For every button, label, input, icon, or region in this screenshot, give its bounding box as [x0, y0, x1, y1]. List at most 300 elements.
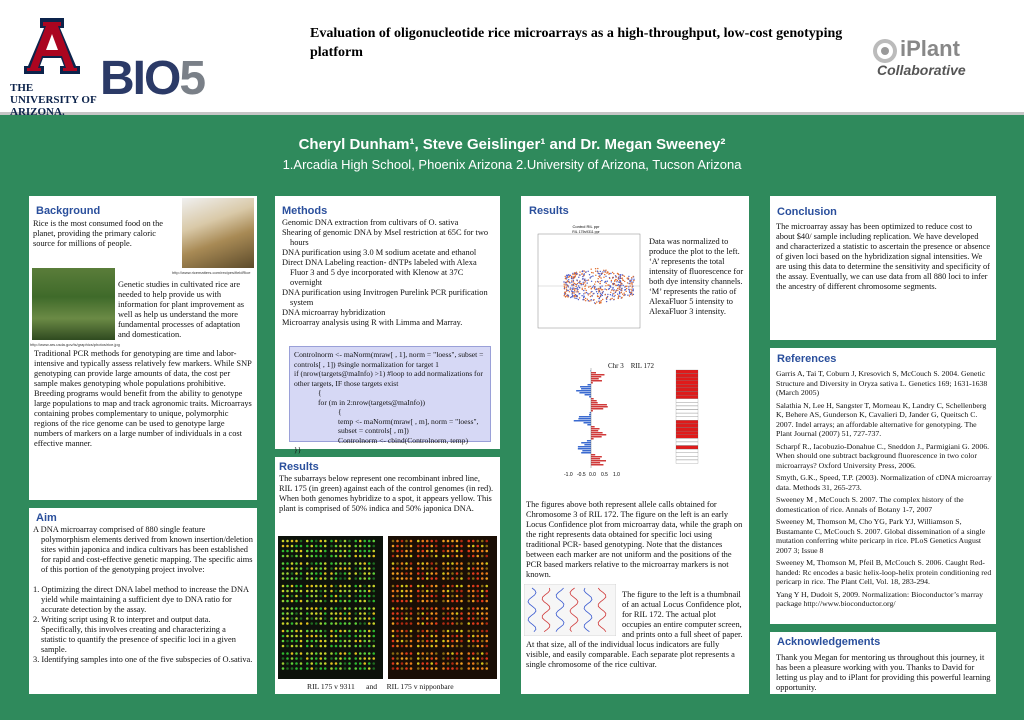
microarray-spot: [339, 600, 342, 603]
methods-item: DNA microarray hybridization: [282, 308, 386, 317]
microarray-spot: [472, 622, 475, 625]
microarray-spot: [300, 550, 303, 553]
scatter-point: [601, 285, 602, 286]
microarray-spot: [306, 572, 309, 575]
microarray-spot: [324, 590, 327, 593]
scatter-point: [565, 296, 566, 297]
scatter-point: [596, 301, 597, 302]
microarray-spot: [372, 662, 375, 665]
microarray-spot: [319, 595, 322, 598]
microarray-spot: [472, 572, 475, 575]
microarray-spot: [310, 555, 313, 558]
microarray-spot: [426, 600, 429, 603]
reference-item: Sweeney M, Thomson M, Pfeil B, McCouch S. 2006. Caught Red-handed: Rc encodes a basic helix-loop-helix protein conditioning red pericarp in rice. The Plant Cell, Vol. 18, 283-294.: [776, 558, 992, 586]
scatter-point: [627, 295, 628, 296]
microarray-spot: [295, 607, 298, 610]
microarray-spot: [306, 612, 309, 615]
microarray-spot: [456, 645, 459, 648]
microarray-spot: [472, 635, 475, 638]
scatter-point: [572, 292, 573, 293]
microarray-spot: [363, 550, 366, 553]
microarray-spot: [476, 667, 479, 670]
microarray-spot: [435, 585, 438, 588]
microarray-spot: [295, 572, 298, 575]
microarray-spot: [481, 585, 484, 588]
scatter-point: [592, 295, 593, 296]
microarray-spot: [401, 590, 404, 593]
microarray-spot: [306, 555, 309, 558]
microarray-spot: [417, 540, 420, 543]
locus-bar: [591, 464, 603, 466]
microarray-spot: [401, 567, 404, 570]
scatter-point: [585, 284, 586, 285]
pcr-marker-cell: [676, 395, 698, 398]
locus-bar: [591, 456, 602, 458]
aim-heading: Aim: [36, 512, 57, 524]
microarray-spot: [282, 652, 285, 655]
microarray-spot: [410, 555, 413, 558]
microarray-spot: [339, 652, 342, 655]
locus-bar: [591, 438, 594, 440]
microarray-spot: [324, 595, 327, 598]
pcr-marker-cell: [676, 420, 698, 423]
microarray-spot: [306, 545, 309, 548]
microarray-spot: [330, 612, 333, 615]
microarray-spot: [372, 585, 375, 588]
scatter-point: [574, 290, 575, 291]
conclusion-text: The microarray assay has been optimized to reduce cost to about $40/ sample including replication. We have developed and characterized a statistic to ascertain the presence or absence of given loci based on the hybridization signal intensities. We are using this data to determine the sensitivity and specificity of the assay. Eventually, we can use data from all 880 loci to infer the ancestry of different chromosome segments.: [776, 222, 991, 291]
microarray-spot: [330, 585, 333, 588]
scatter-point: [576, 272, 577, 273]
microarray-spot: [319, 667, 322, 670]
microarray-spot: [401, 595, 404, 598]
microarray-spot: [460, 555, 463, 558]
microarray-spot: [396, 595, 399, 598]
microarray-spot: [363, 590, 366, 593]
microarray-spot: [451, 562, 454, 565]
microarray-spot: [354, 590, 357, 593]
microarray-spot: [442, 577, 445, 580]
microarray-spot: [472, 657, 475, 660]
microarray-spot: [392, 550, 395, 553]
microarray-spot: [324, 645, 327, 648]
microarray-spot: [324, 662, 327, 665]
microarray-spot: [295, 657, 298, 660]
microarray-spot: [306, 645, 309, 648]
microarray-spot: [319, 562, 322, 565]
microarray-spot: [405, 577, 408, 580]
microarray-spot: [282, 585, 285, 588]
scatter-point: [577, 283, 578, 284]
microarray-spot: [363, 600, 366, 603]
microarray-spot: [417, 550, 420, 553]
scatter-point: [620, 288, 621, 289]
microarray-spot: [319, 607, 322, 610]
microarray-spot: [396, 640, 399, 643]
locus-confidence-plot: [556, 368, 706, 480]
locus-bar: [578, 418, 591, 420]
microarray-spot: [291, 577, 294, 580]
microarray-spot: [460, 600, 463, 603]
microarray-spot: [396, 617, 399, 620]
scatter-point: [597, 295, 598, 296]
microarray-spot: [460, 635, 463, 638]
microarray-spot: [392, 645, 395, 648]
microarray-spot: [363, 567, 366, 570]
microarray-spot: [476, 550, 479, 553]
scatter-point: [579, 287, 580, 288]
scatter-point: [603, 270, 604, 271]
microarray-spot: [447, 607, 450, 610]
microarray-spot: [405, 540, 408, 543]
microarray-spot: [372, 545, 375, 548]
microarray-spot: [396, 577, 399, 580]
microarray-spot: [410, 607, 413, 610]
microarray-spot: [319, 635, 322, 638]
scatter-point: [571, 276, 572, 277]
microarray-spot: [472, 567, 475, 570]
locus-bar: [581, 388, 591, 390]
microarray-spot: [481, 595, 484, 598]
microarray-spot: [300, 617, 303, 620]
microarray-spot: [460, 595, 463, 598]
microarray-spot: [410, 652, 413, 655]
pcr-marker-cell: [676, 384, 698, 387]
microarray-spot: [447, 545, 450, 548]
scatter-point: [600, 288, 601, 289]
microarray-spot: [319, 577, 322, 580]
microarray-spot: [476, 640, 479, 643]
scatter-point: [604, 282, 605, 283]
scatter-point: [574, 272, 575, 273]
microarray-spot: [485, 562, 488, 565]
microarray-spot: [417, 645, 420, 648]
locus-bar: [591, 408, 603, 410]
microarray-spot: [359, 562, 362, 565]
scatter-point: [567, 275, 568, 276]
scatter-point: [607, 271, 608, 272]
microarray-spot: [300, 562, 303, 565]
scatter-point: [611, 280, 612, 281]
microarray-spot: [417, 630, 420, 633]
microarray-spot: [401, 630, 404, 633]
scatter-point: [591, 299, 592, 300]
microarray-spot: [426, 640, 429, 643]
microarray-spot: [456, 607, 459, 610]
microarray-spot: [354, 550, 357, 553]
microarray-spot: [460, 645, 463, 648]
microarray-spot: [372, 607, 375, 610]
microarray-spot: [324, 585, 327, 588]
scatter-point: [579, 293, 580, 294]
microarray-spot: [481, 590, 484, 593]
scatter-point: [624, 281, 625, 282]
aim-item: 1. Optimizing the direct DNA label method to increase the DNA yield while maintaining a sufficient dye to DNA ratio for accurate detection by the assay.: [33, 585, 249, 614]
scatter-point: [610, 298, 611, 299]
microarray-spot: [460, 577, 463, 580]
scatter-point: [624, 293, 625, 294]
microarray-spot: [481, 657, 484, 660]
authors: Cheryl Dunham¹, Steve Geislinger¹ and Dr. Megan Sweeney²: [298, 136, 726, 153]
microarray-image-nipponbare: [388, 536, 497, 679]
microarray-spot: [359, 662, 362, 665]
microarray-spot: [396, 630, 399, 633]
microarray-spot: [291, 555, 294, 558]
scatter-point: [615, 292, 616, 293]
pcr-marker-cell: [676, 453, 698, 456]
microarray-spot: [344, 630, 347, 633]
microarray-spot: [417, 662, 420, 665]
scatter-point: [568, 277, 569, 278]
microarray-spot: [392, 590, 395, 593]
scatter-point: [575, 291, 576, 292]
microarray-spot: [291, 657, 294, 660]
microarray-spot: [330, 617, 333, 620]
methods-item: Microarray analysis using R with Limma and Marray.: [282, 318, 463, 327]
microarray-spot: [372, 657, 375, 660]
microarray-spot: [426, 617, 429, 620]
scatter-point: [630, 285, 631, 286]
microarray-spot: [295, 645, 298, 648]
microarray-spot: [485, 667, 488, 670]
microarray-spot: [396, 540, 399, 543]
microarray-spot: [485, 635, 488, 638]
microarray-spot: [324, 617, 327, 620]
microarray-spot: [324, 622, 327, 625]
scatter-point: [600, 283, 601, 284]
microarray-spot: [359, 590, 362, 593]
microarray-spot: [335, 607, 338, 610]
microarray-spot: [451, 555, 454, 558]
microarray-spot: [348, 657, 351, 660]
microarray-spot: [306, 617, 309, 620]
microarray-spot: [359, 540, 362, 543]
microarray-spot: [426, 662, 429, 665]
scatter-point: [631, 280, 632, 281]
microarray-spot: [315, 652, 318, 655]
microarray-spot: [401, 652, 404, 655]
university-of-arizona-logo: [22, 16, 82, 76]
microarray-spot: [460, 550, 463, 553]
microarray-spot: [472, 595, 475, 598]
scatter-point: [565, 278, 566, 279]
scatter-point: [614, 299, 615, 300]
scatter-point: [622, 278, 623, 279]
microarray-spot: [363, 645, 366, 648]
microarray-spot: [447, 640, 450, 643]
microarray-spot: [460, 567, 463, 570]
locus-bar: [591, 430, 598, 432]
microarray-spot: [324, 550, 327, 553]
scatter-point: [598, 288, 599, 289]
microarray-spot: [306, 657, 309, 660]
scatter-point: [582, 270, 583, 271]
microarray-spot: [282, 550, 285, 553]
microarray-spot: [472, 667, 475, 670]
microarray-spot: [460, 630, 463, 633]
microarray-spot: [348, 667, 351, 670]
microarray-spot: [467, 635, 470, 638]
microarray-spot: [335, 645, 338, 648]
microarray-spot: [335, 540, 338, 543]
microarray-spot: [310, 617, 313, 620]
scatter-point: [614, 281, 615, 282]
microarray-spots-9311: [278, 536, 383, 679]
microarray-spot: [330, 567, 333, 570]
scatter-point: [612, 295, 613, 296]
microarray-spot: [282, 540, 285, 543]
iplant-subtitle: Collaborative: [877, 62, 966, 78]
code-line: }}: [294, 445, 302, 454]
microarray-spot: [396, 662, 399, 665]
microarray-spot: [319, 657, 322, 660]
microarray-spot: [359, 667, 362, 670]
microarray-spot: [368, 657, 371, 660]
microarray-spot: [401, 540, 404, 543]
microarray-spot: [286, 657, 289, 660]
aim-item: 2. Writing script using R to interpret and output data. Specifically, this involves creating and characterizing a statistic to quantify the presence of specific loci in a given sample.: [33, 615, 236, 654]
microarray-spot: [451, 617, 454, 620]
scatter-point: [633, 279, 634, 280]
microarray-spot: [421, 612, 424, 615]
microarray-spot: [421, 600, 424, 603]
microarray-spot: [442, 640, 445, 643]
microarray-spot: [300, 607, 303, 610]
microarray-spot: [339, 645, 342, 648]
scatter-point: [619, 293, 620, 294]
scatter-point: [605, 270, 606, 271]
microarray-spot: [324, 567, 327, 570]
microarray-spot: [421, 640, 424, 643]
microarray-spot: [401, 645, 404, 648]
microarray-spot: [319, 612, 322, 615]
scatter-point: [605, 294, 606, 295]
microarray-spot: [472, 617, 475, 620]
microarray-spot: [354, 545, 357, 548]
microarray-spot: [286, 667, 289, 670]
microarray-spot: [435, 612, 438, 615]
scatter-point: [617, 273, 618, 274]
methods-item: DNA purification using Invitrogen Purelink PCR purification system: [282, 288, 488, 307]
microarray-spot: [359, 617, 362, 620]
microarray-spot: [286, 550, 289, 553]
microarray-spot: [315, 567, 318, 570]
microarray-spot: [456, 540, 459, 543]
microarray-spot: [295, 630, 298, 633]
scatter-point: [591, 281, 592, 282]
microarray-spot: [330, 662, 333, 665]
microarray-spot: [426, 567, 429, 570]
microarray-spot: [372, 635, 375, 638]
scatter-point: [599, 298, 600, 299]
microarray-spot: [291, 540, 294, 543]
scatter-point: [583, 282, 584, 283]
microarray-spot: [282, 577, 285, 580]
pcr-marker-cell: [676, 460, 698, 463]
microarray-spot: [392, 640, 395, 643]
scatter-point: [575, 286, 576, 287]
microarray-spot: [363, 612, 366, 615]
microarray-spot: [396, 585, 399, 588]
microarray-spot: [300, 545, 303, 548]
locus-bar: [590, 412, 591, 414]
microarray-spot: [300, 600, 303, 603]
microarray-spot: [372, 550, 375, 553]
scatter-point: [613, 273, 614, 274]
affiliations: 1.Arcadia High School, Phoenix Arizona 2.University of Arizona, Tucson Arizona: [282, 157, 742, 172]
scatter-point: [633, 289, 634, 290]
locus-bar: [576, 390, 591, 392]
microarray-spot: [306, 607, 309, 610]
scatter-point: [617, 288, 618, 289]
microarray-caption: RIL 175 v 9311 and RIL 175 v nipponbare: [307, 682, 454, 691]
microarray-spot: [447, 622, 450, 625]
scatter-point: [579, 283, 580, 284]
microarray-spot: [359, 572, 362, 575]
locus-bar: [587, 424, 591, 426]
scatter-point: [599, 303, 600, 304]
scatter-point: [582, 276, 583, 277]
microarray-spot: [335, 617, 338, 620]
microarray-spot: [405, 630, 408, 633]
microarray-spot: [481, 652, 484, 655]
methods-item: Shearing of genomic DNA by MseI restriction at 65C for two hours: [282, 228, 489, 247]
microarray-spot: [354, 600, 357, 603]
microarray-spot: [282, 590, 285, 593]
microarray-spot: [319, 652, 322, 655]
microarray-spot: [300, 657, 303, 660]
microarray-spot: [485, 652, 488, 655]
scatter-point: [563, 281, 564, 282]
microarray-spot: [430, 585, 433, 588]
scatter-point: [579, 274, 580, 275]
microarray-spot: [315, 572, 318, 575]
microarray-spot: [396, 572, 399, 575]
microarray-spot: [300, 640, 303, 643]
microarray-spot: [426, 585, 429, 588]
microarray-spot: [460, 590, 463, 593]
scatter-point: [590, 296, 591, 297]
microarray-spot: [410, 617, 413, 620]
scatter-point: [630, 292, 631, 293]
scatter-point: [620, 282, 621, 283]
code-line: {: [338, 407, 342, 416]
microarray-spot: [339, 630, 342, 633]
references-list: [776, 369, 992, 612]
microarray-spot: [467, 645, 470, 648]
pcr-marker-cell: [676, 406, 698, 409]
microarray-spot: [435, 622, 438, 625]
microarray-spot: [335, 635, 338, 638]
scatter-point: [630, 294, 631, 295]
locus-bar: [581, 442, 591, 444]
microarray-spot: [481, 545, 484, 548]
microarray-spot: [392, 622, 395, 625]
microarray-spot: [335, 600, 338, 603]
scatter-point: [573, 287, 574, 288]
microarray-spot: [451, 645, 454, 648]
microarray-spot: [405, 640, 408, 643]
microarray-spot: [401, 635, 404, 638]
microarray-spot: [282, 657, 285, 660]
microarray-spot: [392, 600, 395, 603]
scatter-point: [565, 282, 566, 283]
microarray-spot: [344, 590, 347, 593]
microarray-spot: [306, 585, 309, 588]
scatter-point: [618, 296, 619, 297]
scatter-point: [592, 275, 593, 276]
microarray-spot: [442, 562, 445, 565]
